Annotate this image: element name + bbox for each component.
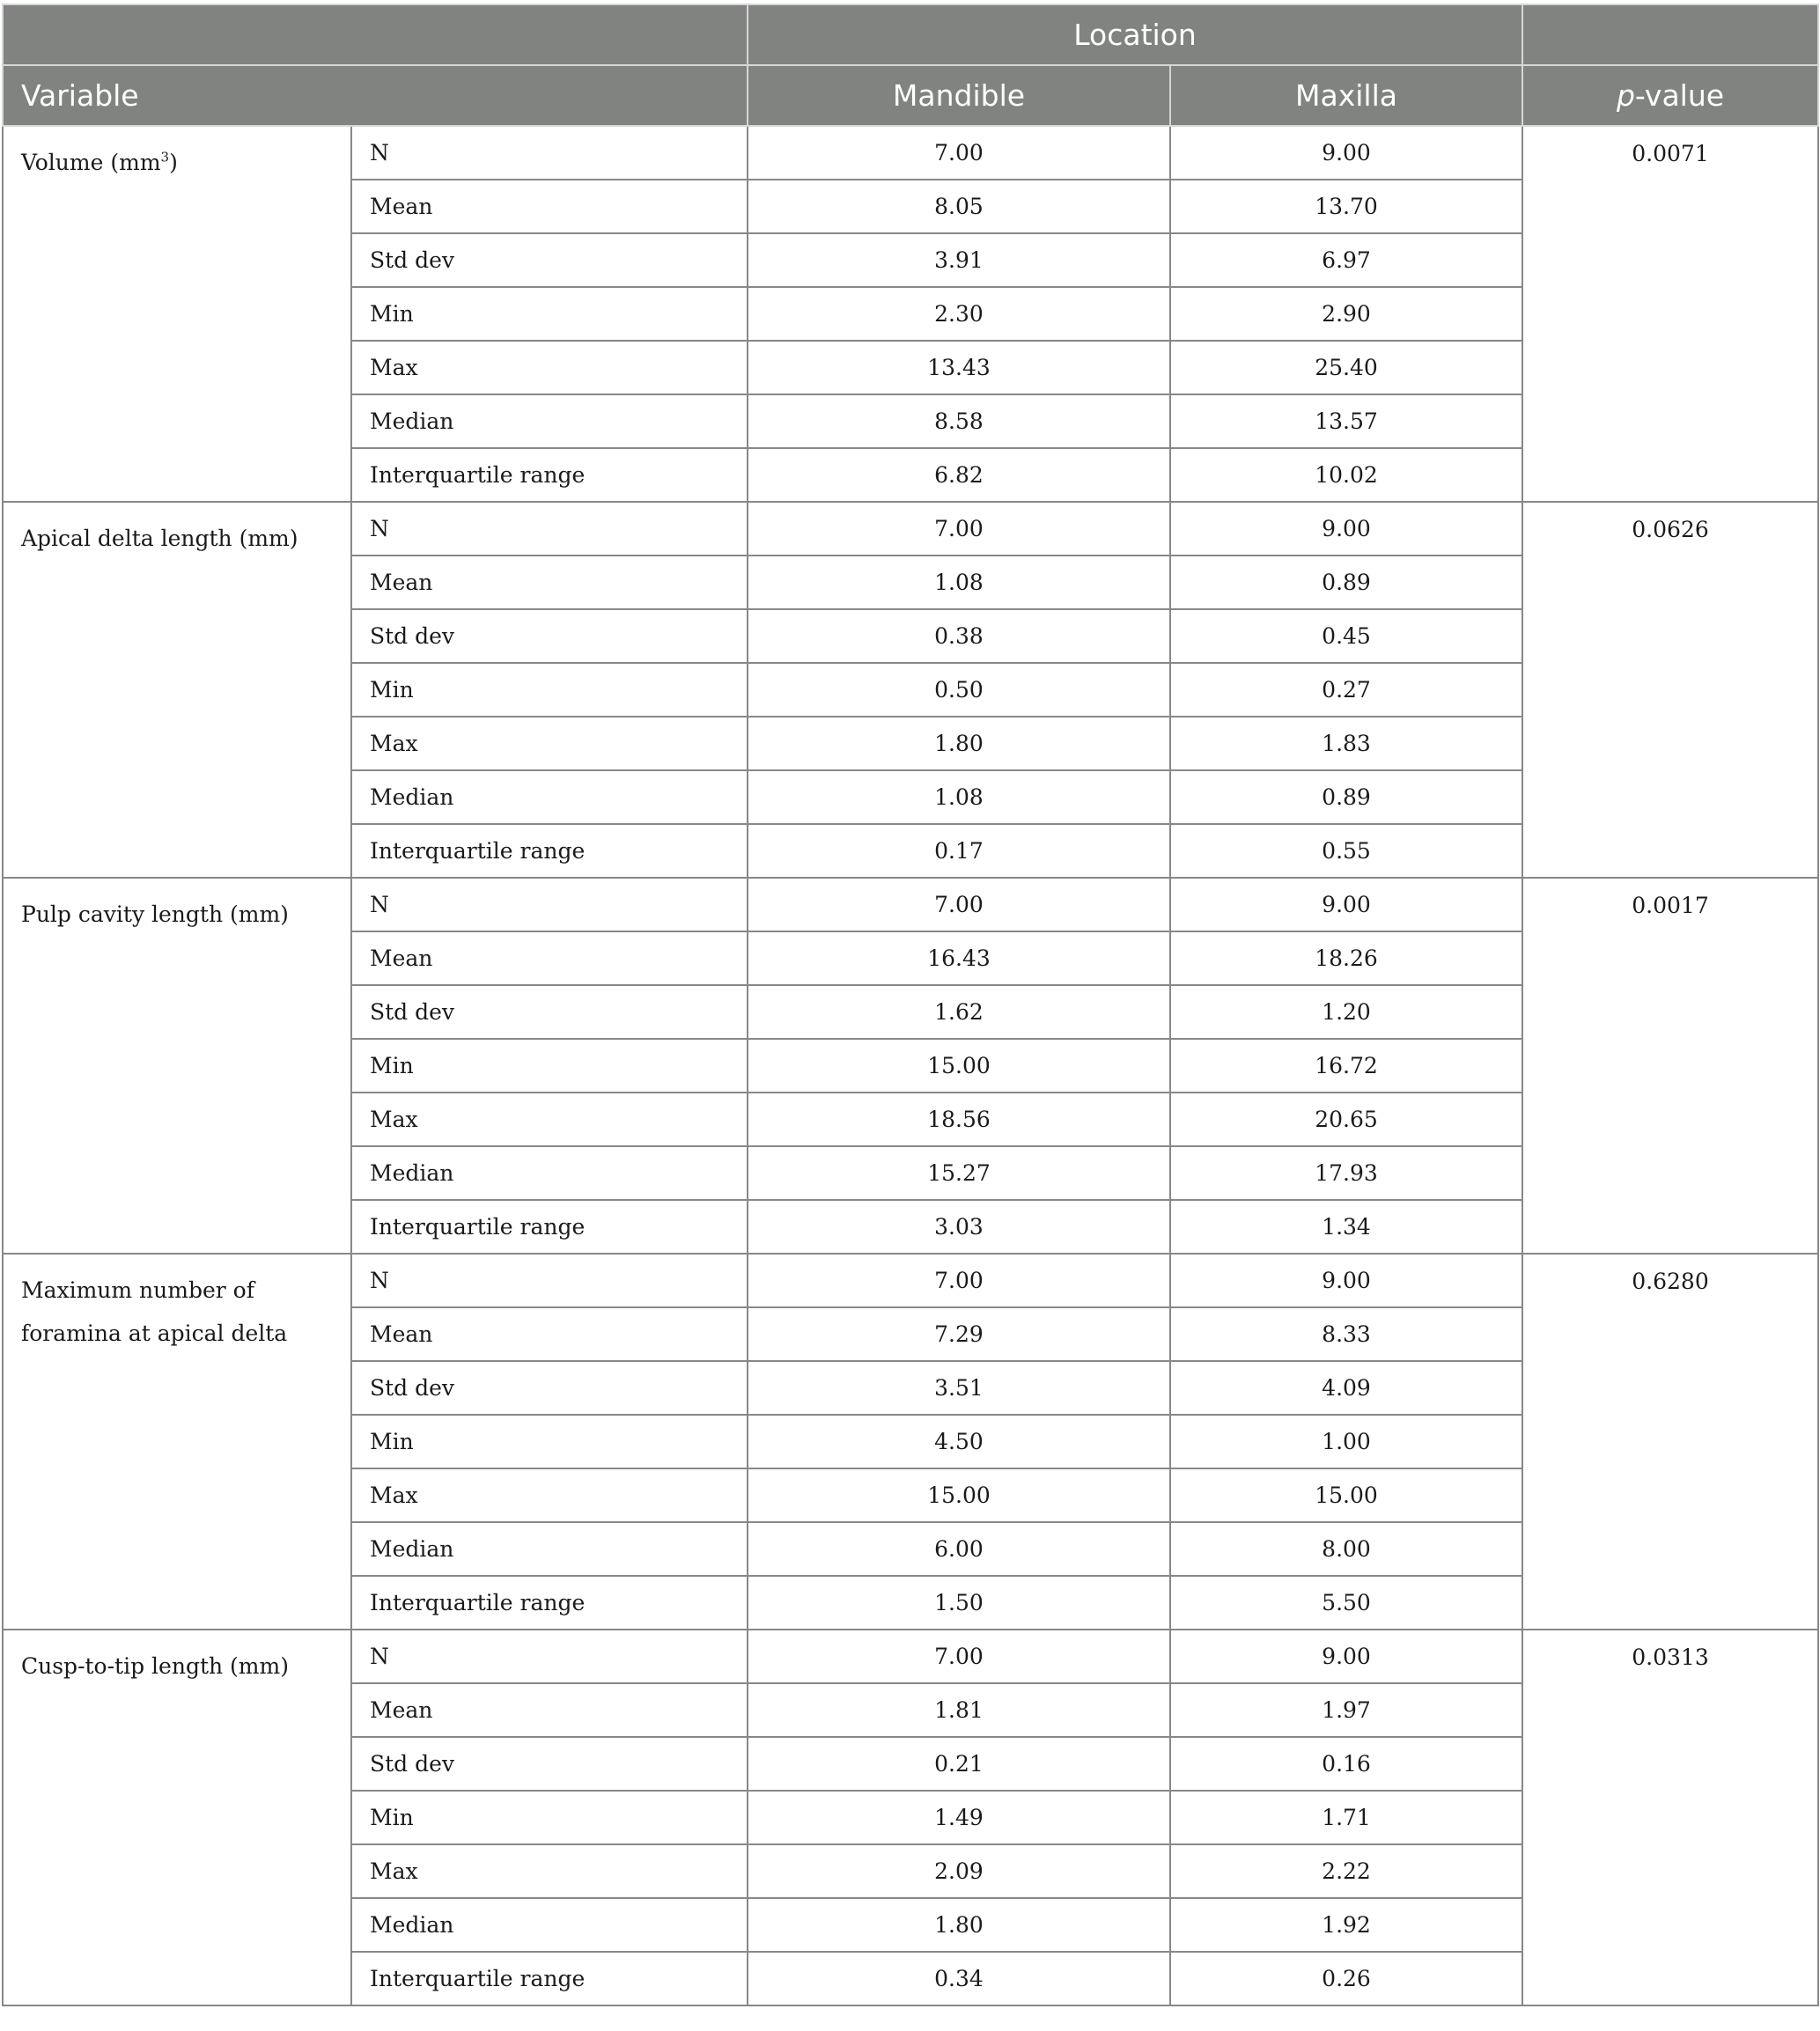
mandible-value: 0.34	[748, 1952, 1170, 2005]
statistic-label: Max	[351, 717, 748, 770]
maxilla-value: 0.27	[1170, 663, 1522, 717]
statistic-label: Min	[351, 663, 748, 717]
variable-header: Variable	[3, 65, 748, 126]
table-row	[3, 1254, 1818, 1307]
mandible-value: 2.09	[748, 1844, 1170, 1898]
variable-name: Maximum number of foramina at apical delta	[21, 1277, 288, 1346]
maxilla-value: 9.00	[1170, 502, 1522, 556]
maxilla-value: 13.70	[1170, 180, 1522, 233]
statistic-label: Mean	[351, 931, 748, 985]
statistic-label: Median	[351, 1898, 748, 1952]
maxilla-value: 1.83	[1170, 717, 1522, 770]
p-value-cell: 0.6280	[1522, 1254, 1818, 1630]
mandible-value: 0.38	[748, 609, 1170, 663]
pvalue-header	[1522, 65, 1818, 126]
statistic-label: Interquartile range	[351, 1952, 748, 2005]
statistic-label: Mean	[351, 1307, 748, 1361]
mandible-value: 1.62	[748, 985, 1170, 1039]
maxilla-value: 0.45	[1170, 609, 1522, 663]
statistic-label: Std dev	[351, 609, 748, 663]
maxilla-value: 4.09	[1170, 1361, 1522, 1415]
mandible-value: 3.03	[748, 1200, 1170, 1254]
mandible-value: 15.27	[748, 1146, 1170, 1200]
statistic-label: Max	[351, 1844, 748, 1898]
table-body	[3, 126, 1818, 2005]
mandible-value: 6.00	[748, 1522, 1170, 1576]
maxilla-value: 13.57	[1170, 394, 1522, 448]
statistic-label: Max	[351, 341, 748, 394]
maxilla-value: 16.72	[1170, 1039, 1522, 1093]
maxilla-value: 20.65	[1170, 1093, 1522, 1146]
maxilla-value: 6.97	[1170, 233, 1522, 287]
table-row	[3, 502, 1818, 556]
variable-name-cell	[3, 502, 351, 878]
statistic-label: Median	[351, 770, 748, 824]
mandible-value: 2.30	[748, 287, 1170, 341]
mandible-value: 0.21	[748, 1737, 1170, 1791]
statistic-label: Interquartile range	[351, 448, 748, 502]
maxilla-value: 8.33	[1170, 1307, 1522, 1361]
mandible-value: 3.91	[748, 233, 1170, 287]
maxilla-value: 0.55	[1170, 824, 1522, 878]
statistic-label: Median	[351, 394, 748, 448]
mandible-value: 1.80	[748, 717, 1170, 770]
maxilla-value: 8.00	[1170, 1522, 1522, 1576]
maxilla-value: 0.89	[1170, 770, 1522, 824]
statistic-label: Max	[351, 1468, 748, 1522]
variable-name: Pulp cavity length (mm)	[21, 901, 289, 927]
mandible-value: 15.00	[748, 1468, 1170, 1522]
maxilla-value: 2.90	[1170, 287, 1522, 341]
statistic-label: Median	[351, 1522, 748, 1576]
mandible-value: 7.29	[748, 1307, 1170, 1361]
statistic-label: Min	[351, 287, 748, 341]
maxilla-value: 9.00	[1170, 126, 1522, 180]
mandible-value: 1.08	[748, 770, 1170, 824]
variable-name-cell	[3, 126, 351, 502]
mandible-value: 7.00	[748, 502, 1170, 556]
mandible-value: 16.43	[748, 931, 1170, 985]
mandible-value: 7.00	[748, 1254, 1170, 1307]
mandible-value: 3.51	[748, 1361, 1170, 1415]
mandible-value: 1.50	[748, 1576, 1170, 1630]
mandible-value: 4.50	[748, 1415, 1170, 1468]
maxilla-value: 1.20	[1170, 985, 1522, 1039]
header-row-location	[3, 4, 1818, 65]
variable-name-cell	[3, 1254, 351, 1630]
mandible-value: 13.43	[748, 341, 1170, 394]
maxilla-value: 1.92	[1170, 1898, 1522, 1952]
mandible-value: 8.58	[748, 394, 1170, 448]
statistic-label: Std dev	[351, 233, 748, 287]
statistic-label: Max	[351, 1093, 748, 1146]
statistic-label: Min	[351, 1791, 748, 1844]
statistic-label: Interquartile range	[351, 1576, 748, 1630]
variable-name-cell	[3, 878, 351, 1254]
statistic-label: Mean	[351, 556, 748, 609]
maxilla-value: 17.93	[1170, 1146, 1522, 1200]
variable-name-suffix: )	[169, 150, 178, 175]
statistic-label: N	[351, 1254, 748, 1307]
mandible-value: 1.81	[748, 1683, 1170, 1737]
mandible-value: 15.00	[748, 1039, 1170, 1093]
statistic-label: N	[351, 878, 748, 931]
variable-unit-superscript: 3	[160, 149, 170, 166]
maxilla-value: 9.00	[1170, 1254, 1522, 1307]
variable-name: Cusp-to-tip length (mm)	[21, 1653, 289, 1679]
maxilla-value: 25.40	[1170, 341, 1522, 394]
mandible-value: 1.08	[748, 556, 1170, 609]
maxilla-value: 9.00	[1170, 878, 1522, 931]
mandible-value: 7.00	[748, 1630, 1170, 1683]
maxilla-value: 9.00	[1170, 1630, 1522, 1683]
p-value-cell: 0.0071	[1522, 126, 1818, 502]
p-value-cell: 0.0313	[1522, 1630, 1818, 2005]
statistics-table	[2, 4, 1819, 2006]
mandible-value: 0.17	[748, 824, 1170, 878]
variable-name: Apical delta length (mm)	[21, 526, 298, 551]
mandible-value: 0.50	[748, 663, 1170, 717]
maxilla-header: Maxilla	[1170, 65, 1522, 126]
statistic-label: Mean	[351, 180, 748, 233]
table-header	[3, 4, 1818, 126]
variable-name: Volume (mm	[21, 150, 161, 175]
statistic-label: N	[351, 126, 748, 180]
maxilla-value: 5.50	[1170, 1576, 1522, 1630]
maxilla-value: 10.02	[1170, 448, 1522, 502]
maxilla-value: 1.00	[1170, 1415, 1522, 1468]
statistic-label: Mean	[351, 1683, 748, 1737]
mandible-header: Mandible	[748, 65, 1170, 126]
maxilla-value: 1.34	[1170, 1200, 1522, 1254]
maxilla-value: 0.16	[1170, 1737, 1522, 1791]
pvalue-header-p: p	[1616, 78, 1635, 113]
p-value-cell: 0.0626	[1522, 502, 1818, 878]
mandible-value: 1.80	[748, 1898, 1170, 1952]
statistic-label: Std dev	[351, 985, 748, 1039]
maxilla-value: 15.00	[1170, 1468, 1522, 1522]
mandible-value: 7.00	[748, 878, 1170, 931]
header-blank-cell-right	[1522, 4, 1818, 65]
statistic-label: Min	[351, 1039, 748, 1093]
maxilla-value: 0.26	[1170, 1952, 1522, 2005]
statistic-label: Std dev	[351, 1361, 748, 1415]
statistic-label: N	[351, 1630, 748, 1683]
variable-name-cell	[3, 1630, 351, 2005]
statistic-label: Std dev	[351, 1737, 748, 1791]
p-value-cell: 0.0017	[1522, 878, 1818, 1254]
statistic-label: Median	[351, 1146, 748, 1200]
maxilla-value: 2.22	[1170, 1844, 1522, 1898]
header-row-columns	[3, 65, 1818, 126]
mandible-value: 18.56	[748, 1093, 1170, 1146]
pvalue-header-rest: -value	[1634, 78, 1725, 113]
statistic-label: N	[351, 502, 748, 556]
table-row	[3, 878, 1818, 931]
mandible-value: 7.00	[748, 126, 1170, 180]
maxilla-value: 1.71	[1170, 1791, 1522, 1844]
header-blank-cell	[3, 4, 748, 65]
table-row	[3, 1630, 1818, 1683]
table-row	[3, 126, 1818, 180]
mandible-value: 6.82	[748, 448, 1170, 502]
maxilla-value: 18.26	[1170, 931, 1522, 985]
location-header: Location	[748, 4, 1522, 65]
statistic-label: Interquartile range	[351, 824, 748, 878]
mandible-value: 1.49	[748, 1791, 1170, 1844]
maxilla-value: 0.89	[1170, 556, 1522, 609]
statistic-label: Min	[351, 1415, 748, 1468]
mandible-value: 8.05	[748, 180, 1170, 233]
statistic-label: Interquartile range	[351, 1200, 748, 1254]
maxilla-value: 1.97	[1170, 1683, 1522, 1737]
